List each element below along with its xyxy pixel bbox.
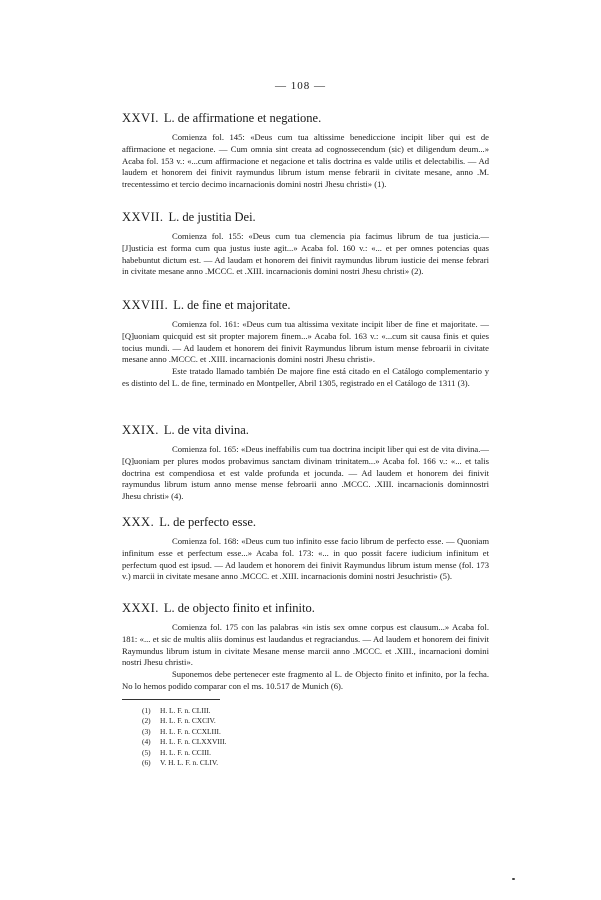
page-number: — 108 — (275, 80, 326, 92)
section-paragraph: Comienza fol. 175 con las palabras «in istis sex omne corpus est clausum...» Acaba fol. 181: «... et sic de multis aliis dominus est laudandus et regraciandus. — Ad laudem et honorem dei finivit Raymundus librum istum in civitate Mesane mense marcii anno .MCCC. et .XIII., incarnacioni domini nostri Jhesu christi». (122, 622, 489, 668)
footnotes (142, 706, 342, 768)
section-paragraph: Suponemos debe pertenecer este fragmento al L. de Objecto finito et infinito, por la fecha. No lo hemos podido comparar con el ms. 10.517 de Munich (6). (122, 669, 489, 691)
footnote: (1) H. L. F. n. CLIII. (142, 706, 211, 715)
section-xxviii (122, 298, 489, 390)
section-xxix (122, 423, 489, 503)
section-xxvi (122, 111, 489, 191)
section-heading: XXXI. L. de objecto finito et infinito. (122, 601, 315, 615)
section-xxx (122, 515, 489, 583)
footnote-divider (122, 699, 220, 700)
section-paragraph: Este tratado llamado también De majore fine está citado en el Catálogo complementario y es distinto del L. de fine, terminado en Montpeller, Abril 1305, registrado en el Catálogo de 1311 (3). (122, 366, 489, 388)
section-heading: XXVIII. L. de fine et majoritate. (122, 298, 291, 312)
section-heading: XXX. L. de perfecto esse. (122, 515, 257, 529)
section-paragraph: Comienza fol. 155: «Deus cum tua clemencia pia facimus librum de tua justicia.— [J]usticia est forma cum qua justus iuste agit...» Acaba fol. 160 v.: «... et per omnes potencias quas habebuntut dictum est. — Ad laudam et honorem dei finivit raymundus librum iusticie dei mense febrari in civitate mesane anno .MCCC. et .XIII. incarnacionis domini nostri Jhesu christi» (2). (122, 231, 489, 277)
section-xxvii (122, 210, 489, 278)
section-paragraph: Comienza fol. 145: «Deus cum tua altissime benediccione incipit liber qui est de affirmacione et negacione. — Cum omnia sint creata ad cognossecendum (sic) et diligendum deum...» Acaba fol. 153 v.: «...cum affirmacione et negacione et talis doctrina es valde utilis et delectabilis. — Ad laudem et honorem dei finivit raymundus librum istum mense febrarii in civitate mesane, anno .M. trecentessimo et tercio decimo incarnacionis domini nostri Jhesu christi» (1). (122, 132, 489, 190)
section-heading: XXIX. L. de vita divina. (122, 423, 249, 437)
section-paragraph: Comienza fol. 168: «Deus cum tuo infinito esse facio librum de perfecto esse. — Quoniam infinitum esse et perfectum esse...» Acaba fol. 173: «... in quo possit facere iudicium infinitum et perfectum quod est ipsud. — Ad laudem et honorem dei finivit Raymundus librum istum mense (fol. 173 v.) marcii in civitate mesane anno .MCCC. et .XIII. incarnacionis domini nostri Jesuchristi» (5). (122, 536, 489, 582)
section-paragraph: Comienza fol. 165: «Deus ineffabilis cum tua doctrina incipit liber qui est de vita divina.— [Q]uoniam per plures modos probavimus sanctam divinam trinitatem...» Acaba fol. 166 v.: «... et talis doctrina est compendiosa et est valde profunda et jocunda. — Ad laudem et honorem dei finivit raymundus librum istum anno mense mense febroarii anno .MCCC. .XIII. incarnacionis dominnostri Jhesu christi» (4). (122, 444, 489, 502)
footnote: (4) H. L. F. n. CLXXVIII. (142, 737, 227, 747)
footnote: (2) H. L. F. n. CXCIV. (142, 716, 216, 726)
footnote: (3) H. L. F. n. CCXLIII. (142, 726, 221, 736)
section-paragraph: Comienza fol. 161: «Deus cum tua altissima vexitate incipit liber de fine et majoritate. —[Q]uoniam quicquid est sit propter majorem finem...» Acaba fol. 163 v.: «...cum sit causa finis et quies tocius mundi. — Ad laudem et honorem dei finivit Raymundus librum istum mense febroarii in civitate mesane anno .MCCC. et .XIII. incarnacionis domini nostri Jhesu christi». (122, 319, 489, 365)
ink-speck (512, 878, 515, 880)
section-xxxi (122, 601, 489, 693)
section-heading: XXVI. L. de affirmatione et negatione. (122, 111, 322, 125)
section-heading: XXVII. L. de justitia Dei. (122, 210, 256, 224)
footnote: (5) H. L. F. n. CCIII. (142, 747, 211, 757)
footnote: (6) V. H. L. F. n. CLIV. (142, 758, 219, 768)
